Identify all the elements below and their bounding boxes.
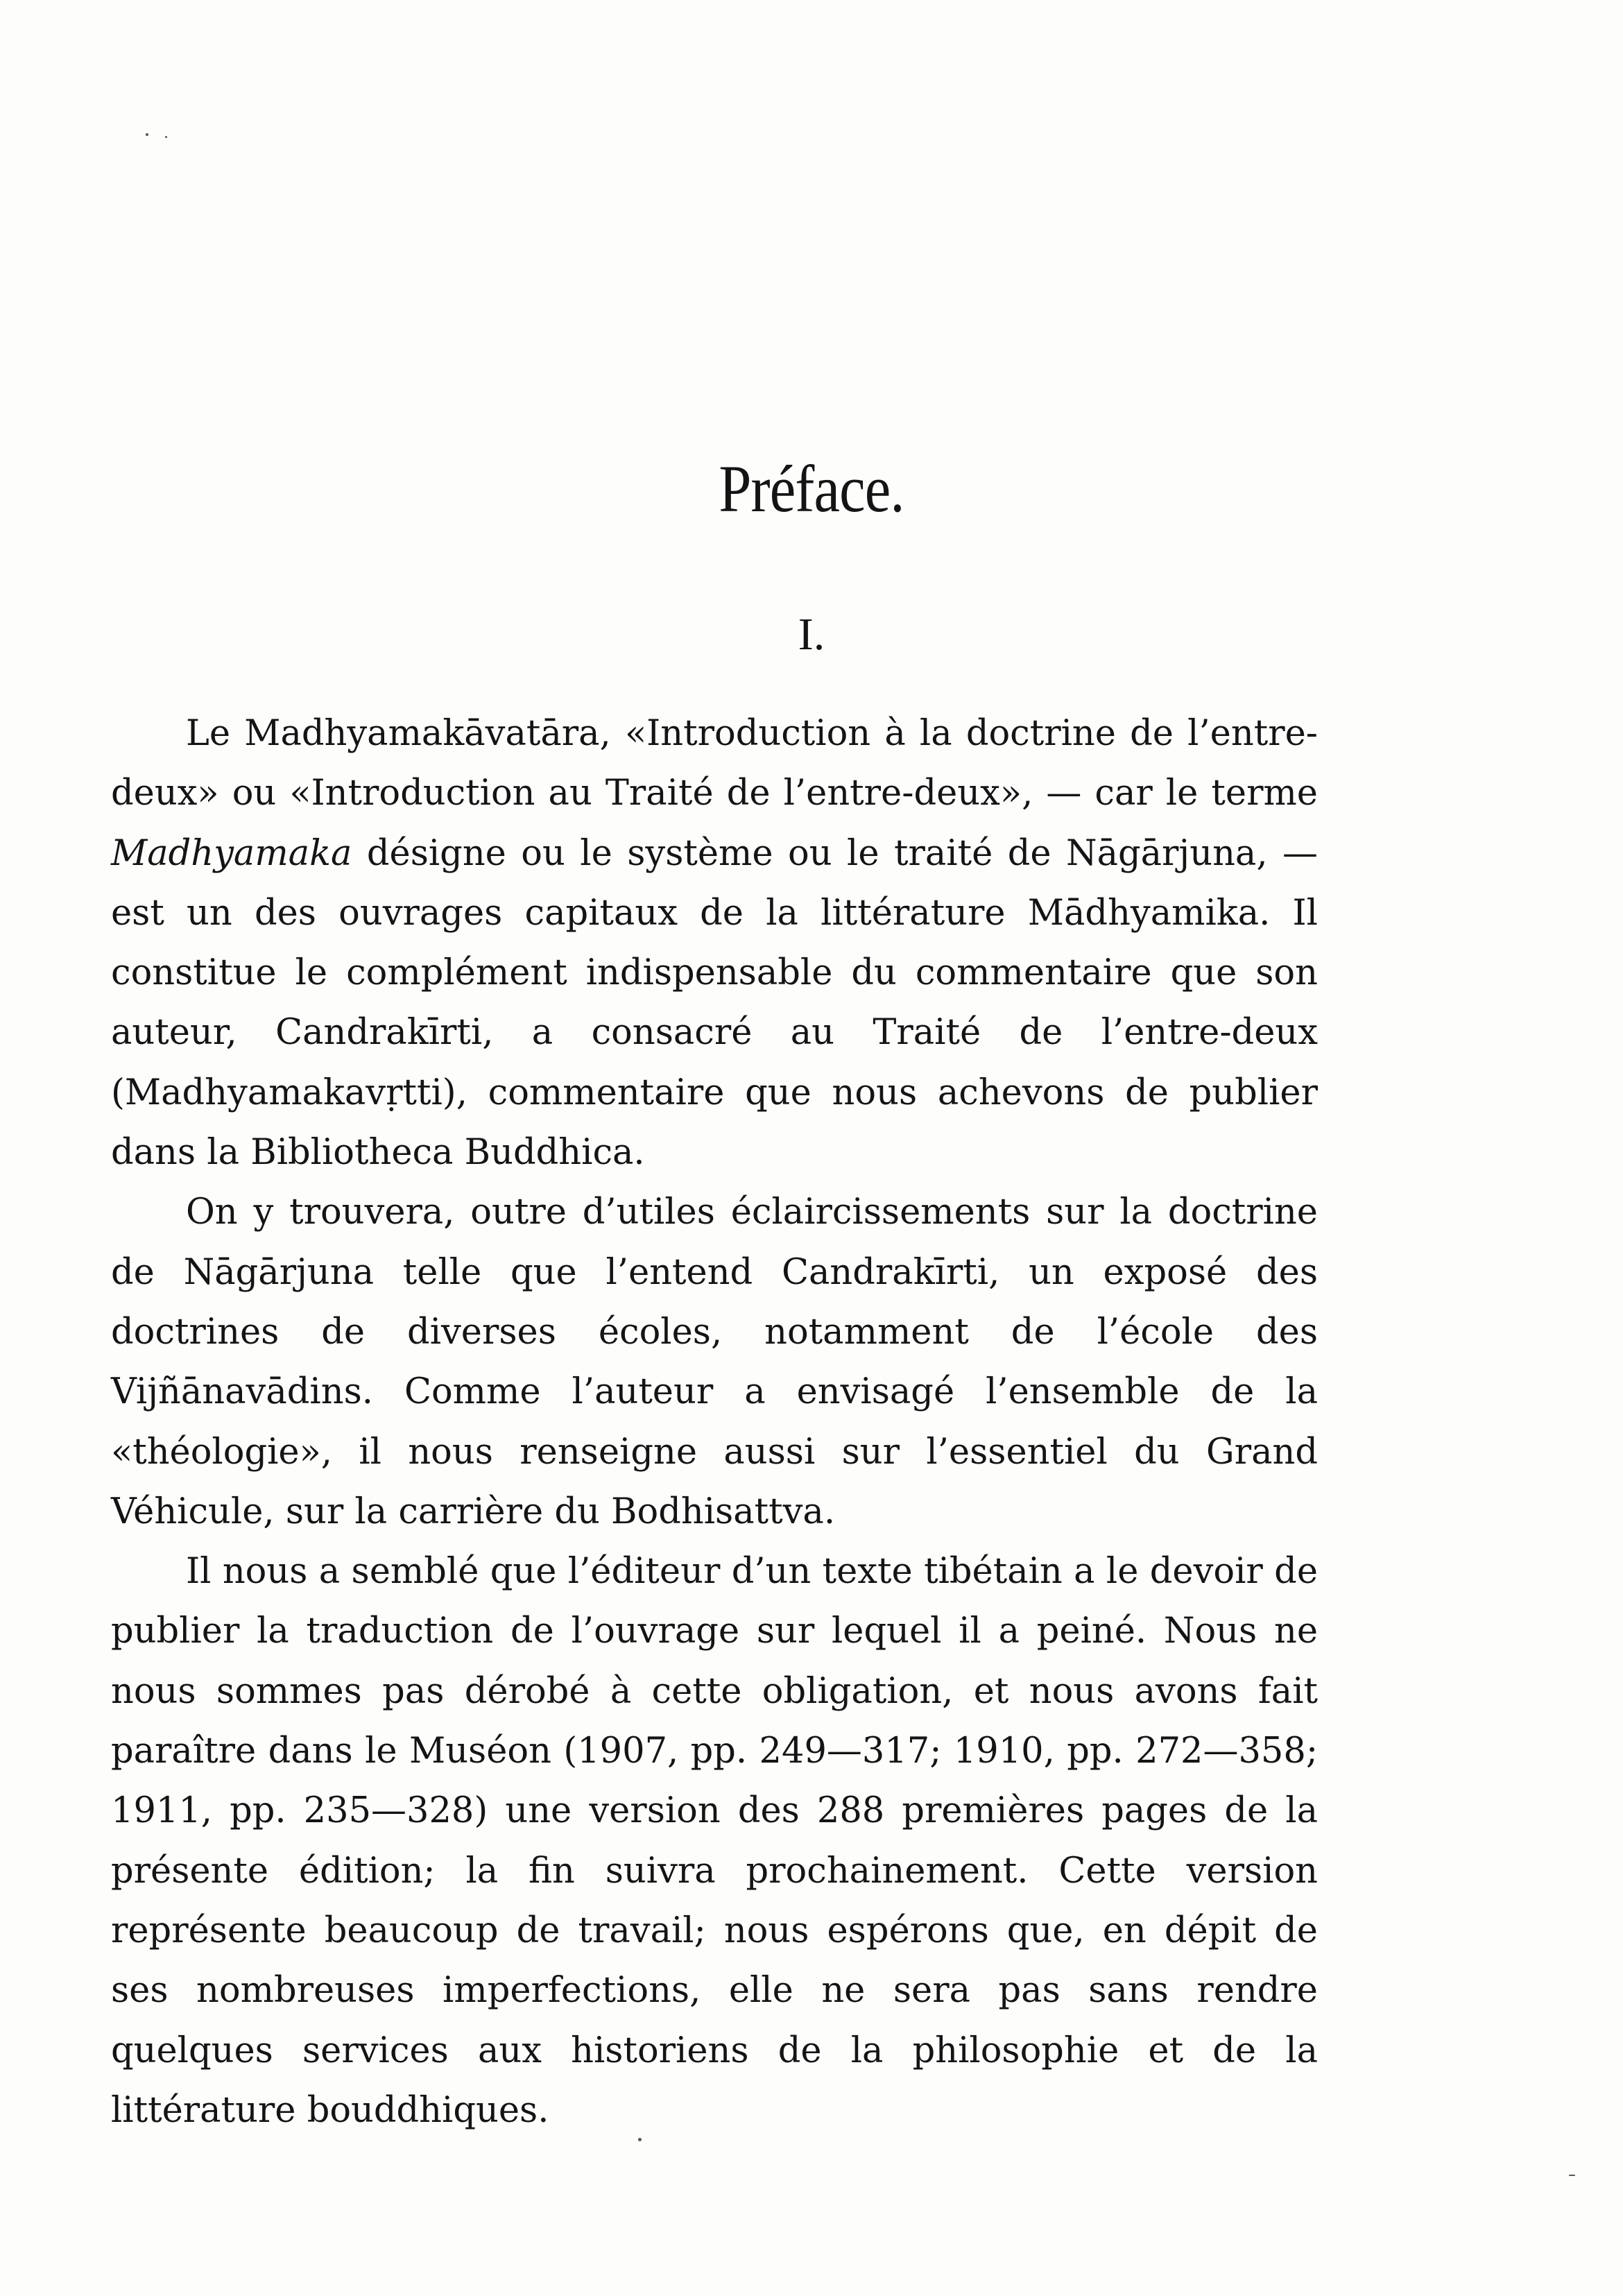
scan-speck (638, 2138, 642, 2141)
section-number: I. (798, 609, 825, 660)
page-title: Préface. (719, 452, 904, 526)
paragraph-1 (111, 704, 1318, 1183)
italic-term-madhyamaka: Madhyamaka (111, 832, 352, 874)
paragraph-2: On y trouvera, outre d’utiles éclaircissements sur la doctrine de Nāgārjuna telle que l’entend Candrakīrti, un exposé des doctrines de diverses écoles, notamment de l’école des Vijñānavādins. Comme l’auteur a envisagé l’ensemble de la «théologie», il nous renseigne aussi sur l’essentiel du Grand Véhicule, sur la carrière du Bodhisattva. (111, 1192, 1318, 1532)
scan-speck (146, 133, 148, 136)
body-text (111, 704, 1318, 2141)
paragraph-3: Il nous a semblé que l’éditeur d’un texte tibétain a le devoir de publier la traduction de l’ouvrage sur lequel il a peiné. Nous ne nous sommes pas dérobé à cette obligation, et nous avons fait paraître dans le Muséon (1907, pp. 249—317; 1910, pp. 272—358; 1911, pp. 235—328) une version des 288 premières pages de la présente édition; la fin suivra prochainement. Cette version représente beaucoup de travail; nous espérons que, en dépit de ses nombreuses imperfections, elle ne sera pas sans rendre quelques services aux historiens de la philosophie et de la littérature bouddhiques. (111, 1551, 1318, 2131)
scan-speck (1569, 2175, 1575, 2176)
scan-speck (165, 136, 167, 138)
paragraph-1-text-start: Le Madhyamakāvatāra, «Introduction à la doctrine de l’entre-deux» ou «Introduction au Traité de l’entre-deux», — car le terme (111, 713, 1318, 814)
paragraph-1-text-end: désigne ou le système ou le traité de Nāgārjuna, — est un des ouvrages capitaux de la littérature Mādhyamika. Il constitue le complément indispensable du commentaire que son auteur, Candrakīrti, a consacré au Traité de l’entre-deux (Madhyamakavṛtti), commentaire que nous achevons de publier dans la Bibliotheca Buddhica. (111, 832, 1318, 1174)
